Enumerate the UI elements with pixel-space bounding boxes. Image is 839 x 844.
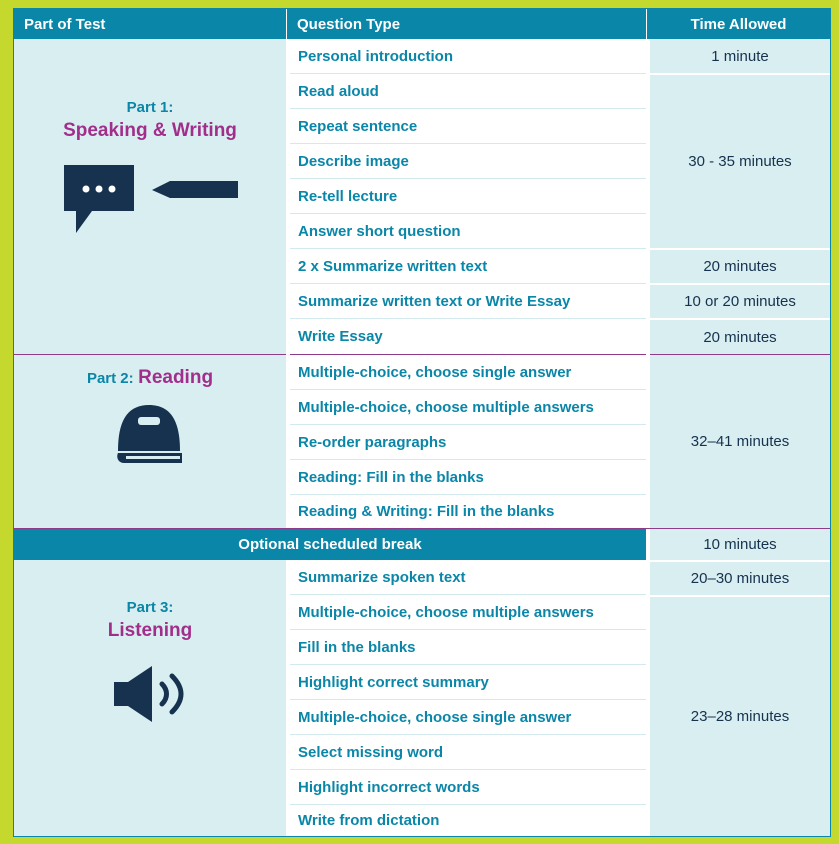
part1-time: 10 or 20 minutes bbox=[650, 285, 830, 318]
optional-break-label: Optional scheduled break bbox=[14, 529, 646, 560]
header-question-type: Question Type bbox=[286, 9, 646, 39]
part3-question: Multiple-choice, choose multiple answers bbox=[290, 595, 646, 630]
part1-question: Write Essay bbox=[290, 319, 646, 354]
part2-time: 32–41 minutes bbox=[650, 355, 830, 528]
part3-question: Summarize spoken text bbox=[290, 560, 646, 595]
pte-test-format-table bbox=[13, 8, 831, 837]
part1-question: Repeat sentence bbox=[290, 109, 646, 144]
part1-time: 20 minutes bbox=[650, 320, 830, 354]
part3-time: 23–28 minutes bbox=[650, 597, 830, 836]
part3-question: Fill in the blanks bbox=[290, 630, 646, 665]
part3-question: Write from dictation bbox=[290, 805, 646, 836]
part1-question: Re-tell lecture bbox=[290, 179, 646, 214]
part2-question: Multiple-choice, choose single answer bbox=[290, 355, 646, 390]
part2-question: Re-order paragraphs bbox=[290, 425, 646, 460]
part1-question: Summarize written text or Write Essay bbox=[290, 284, 646, 319]
part1-question: Personal introduction bbox=[290, 39, 646, 74]
part3-heading bbox=[14, 599, 286, 642]
part1-question: Answer short question bbox=[290, 214, 646, 249]
column-divider bbox=[646, 529, 650, 560]
optional-break-time: 10 minutes bbox=[650, 529, 830, 560]
speaker-icon bbox=[112, 664, 190, 724]
part1-name: Speaking & Writing bbox=[63, 120, 237, 141]
part1-time: 30 - 35 minutes bbox=[650, 75, 830, 248]
part1-question: Read aloud bbox=[290, 74, 646, 109]
part3-question: Multiple-choice, choose single answer bbox=[290, 700, 646, 735]
column-divider bbox=[286, 39, 290, 528]
header-time-allowed: Time Allowed bbox=[646, 9, 830, 39]
part2-question: Reading: Fill in the blanks bbox=[290, 460, 646, 495]
part3-question: Select missing word bbox=[290, 735, 646, 770]
book-icon bbox=[112, 401, 186, 467]
part3-label: Part 3: bbox=[126, 599, 174, 616]
column-divider bbox=[646, 39, 650, 528]
speech-bubble-pen-icon bbox=[62, 163, 240, 235]
part2-label: Part 2: bbox=[86, 370, 134, 387]
part1-label: Part 1: bbox=[126, 99, 174, 116]
part1-question: 2 x Summarize written text bbox=[290, 249, 646, 284]
part3-question: Highlight incorrect words bbox=[290, 770, 646, 805]
part3-question: Highlight correct summary bbox=[290, 665, 646, 700]
part3-time: 20–30 minutes bbox=[650, 562, 830, 595]
part2-heading bbox=[14, 367, 286, 389]
part1-question: Describe image bbox=[290, 144, 646, 179]
part2-question: Multiple-choice, choose multiple answers bbox=[290, 390, 646, 425]
part3-name: Listening bbox=[107, 620, 193, 641]
part1-time: 1 minute bbox=[650, 39, 830, 73]
column-divider bbox=[646, 560, 650, 836]
part1-heading bbox=[14, 99, 286, 142]
column-divider bbox=[286, 560, 290, 836]
part2-name: Reading bbox=[138, 367, 214, 388]
header-part-of-test: Part of Test bbox=[14, 9, 286, 39]
part1-time: 20 minutes bbox=[650, 250, 830, 283]
part2-question: Reading & Writing: Fill in the blanks bbox=[290, 495, 646, 528]
